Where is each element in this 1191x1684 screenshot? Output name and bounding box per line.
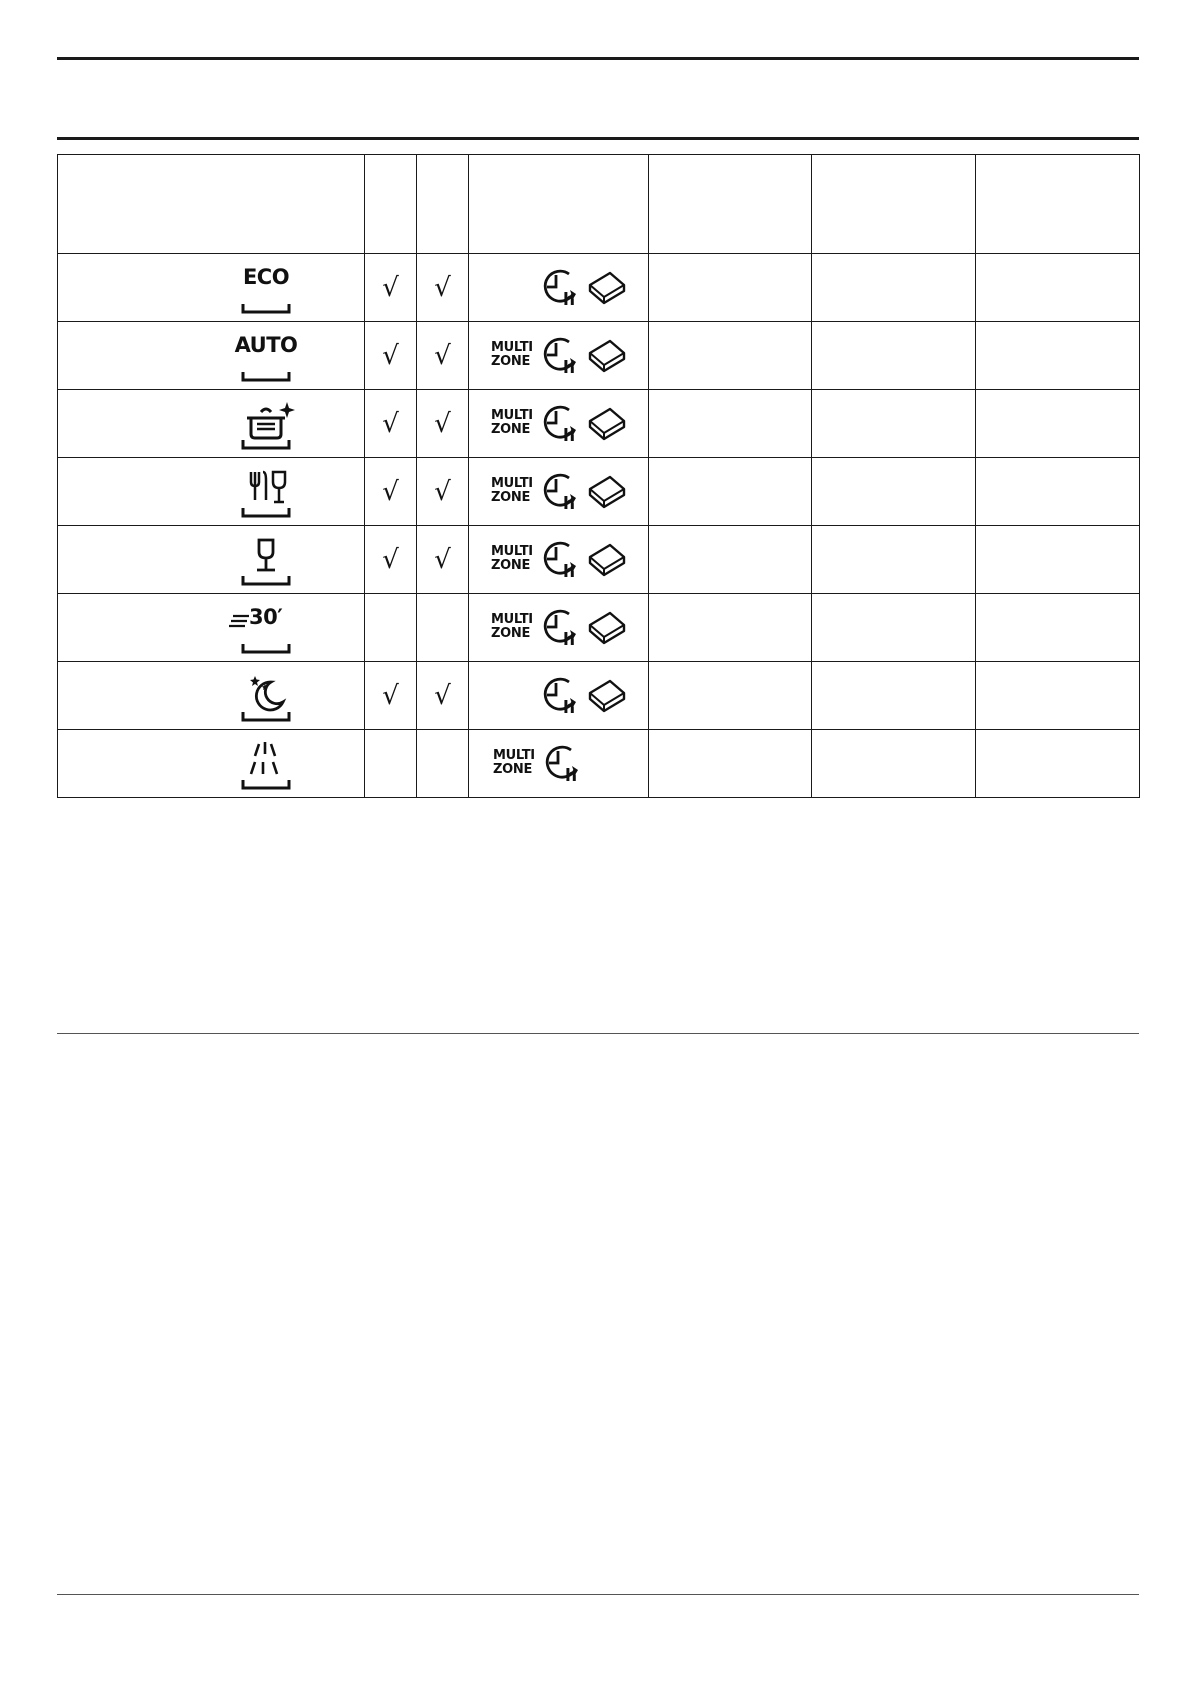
table-row bbox=[58, 458, 1140, 526]
multizone-label-multi: MULTI bbox=[493, 748, 535, 763]
check-cell bbox=[417, 254, 469, 322]
intensive-pot-program-icon bbox=[229, 398, 303, 450]
header-cell-col2 bbox=[365, 155, 417, 254]
check-mark: √ bbox=[434, 680, 451, 711]
multizone-label-zone: ZONE bbox=[491, 354, 531, 369]
check-cell bbox=[365, 594, 417, 662]
delay-timer-icon bbox=[539, 334, 583, 382]
empty-cell bbox=[976, 254, 1140, 322]
multizone-label bbox=[493, 749, 539, 777]
empty-cell bbox=[976, 662, 1140, 730]
empty-cell bbox=[812, 322, 976, 390]
empty-cell bbox=[649, 254, 812, 322]
options-cell bbox=[469, 458, 649, 526]
check-cell bbox=[417, 730, 469, 798]
empty-cell bbox=[649, 322, 812, 390]
empty-cell bbox=[976, 594, 1140, 662]
svg-text:h: h bbox=[563, 426, 576, 446]
check-cell bbox=[417, 458, 469, 526]
header-cell-col5 bbox=[649, 155, 812, 254]
program-icon-label: 30′ bbox=[249, 605, 283, 629]
multizone-label-zone: ZONE bbox=[493, 762, 533, 777]
multizone-label-multi: MULTI bbox=[491, 544, 533, 559]
program-icon-cell bbox=[58, 526, 365, 594]
multizone-label-zone: ZONE bbox=[491, 422, 531, 437]
detergent-tablet-icon bbox=[584, 677, 628, 721]
svg-text:h: h bbox=[563, 630, 576, 650]
footer-rule bbox=[57, 1594, 1139, 1595]
program-icon-label: AUTO bbox=[234, 333, 298, 357]
header-cell-options bbox=[469, 155, 649, 254]
check-mark: √ bbox=[434, 272, 451, 303]
program-icon-cell bbox=[58, 594, 365, 662]
table-row bbox=[58, 594, 1140, 662]
multizone-label-multi: MULTI bbox=[491, 340, 533, 355]
options-cell bbox=[469, 322, 649, 390]
header-cell-col6 bbox=[812, 155, 976, 254]
program-icon-cell bbox=[58, 322, 365, 390]
check-cell bbox=[365, 458, 417, 526]
options-cell bbox=[469, 390, 649, 458]
multizone-label bbox=[491, 409, 537, 437]
header-cell-col7 bbox=[976, 155, 1140, 254]
check-mark: √ bbox=[434, 544, 451, 575]
check-cell bbox=[417, 526, 469, 594]
multizone-label-multi: MULTI bbox=[491, 408, 533, 423]
check-mark: √ bbox=[434, 408, 451, 439]
options-cell bbox=[469, 662, 649, 730]
check-cell bbox=[417, 662, 469, 730]
detergent-tablet-icon bbox=[584, 473, 628, 517]
detergent-tablet-icon bbox=[584, 609, 628, 653]
delicate-glass-program-icon bbox=[229, 534, 303, 586]
check-cell bbox=[365, 730, 417, 798]
night-program-icon bbox=[229, 670, 303, 722]
check-mark: √ bbox=[382, 476, 399, 507]
multizone-label bbox=[491, 341, 537, 369]
program-table bbox=[57, 154, 1140, 798]
check-cell bbox=[365, 526, 417, 594]
delay-timer-icon bbox=[539, 470, 583, 518]
svg-text:h: h bbox=[563, 494, 576, 514]
multizone-label-zone: ZONE bbox=[491, 626, 531, 641]
program-icon-label: ECO bbox=[242, 265, 290, 289]
empty-cell bbox=[976, 458, 1140, 526]
program-icon-cell bbox=[58, 390, 365, 458]
empty-cell bbox=[649, 662, 812, 730]
table-row bbox=[58, 390, 1140, 458]
delay-timer-icon bbox=[539, 606, 583, 654]
check-cell bbox=[365, 390, 417, 458]
header-cell-program bbox=[58, 155, 365, 254]
delay-timer-icon bbox=[539, 674, 583, 722]
delay-timer-icon bbox=[539, 538, 583, 586]
empty-cell bbox=[812, 526, 976, 594]
empty-cell bbox=[976, 390, 1140, 458]
empty-cell bbox=[976, 730, 1140, 798]
check-cell bbox=[417, 322, 469, 390]
empty-cell bbox=[649, 526, 812, 594]
options-cell bbox=[469, 594, 649, 662]
check-mark: √ bbox=[382, 408, 399, 439]
table-row bbox=[58, 322, 1140, 390]
table-row bbox=[58, 662, 1140, 730]
multizone-label-multi: MULTI bbox=[491, 612, 533, 627]
empty-cell bbox=[812, 662, 976, 730]
empty-cell bbox=[812, 594, 976, 662]
program-icon-cell bbox=[58, 254, 365, 322]
multizone-label bbox=[491, 613, 537, 641]
check-cell bbox=[365, 322, 417, 390]
empty-cell bbox=[812, 458, 976, 526]
svg-text:h: h bbox=[563, 698, 576, 718]
multizone-label bbox=[491, 545, 537, 573]
svg-text:h: h bbox=[565, 766, 578, 786]
check-mark: √ bbox=[434, 340, 451, 371]
pre-wash-program-icon bbox=[229, 738, 303, 790]
table-row bbox=[58, 526, 1140, 594]
table-row bbox=[58, 254, 1140, 322]
svg-text:h: h bbox=[563, 358, 576, 378]
eco-program-icon bbox=[229, 262, 303, 314]
detergent-tablet-icon bbox=[584, 541, 628, 585]
multizone-label-zone: ZONE bbox=[491, 558, 531, 573]
empty-cell bbox=[812, 390, 976, 458]
program-icon-cell bbox=[58, 730, 365, 798]
check-mark: √ bbox=[434, 476, 451, 507]
table-row bbox=[58, 730, 1140, 798]
check-mark: √ bbox=[382, 544, 399, 575]
detergent-tablet-icon bbox=[584, 337, 628, 381]
multizone-label-zone: ZONE bbox=[491, 490, 531, 505]
detergent-tablet-icon bbox=[584, 269, 628, 313]
empty-cell bbox=[649, 390, 812, 458]
empty-cell bbox=[976, 526, 1140, 594]
check-cell bbox=[417, 594, 469, 662]
check-mark: √ bbox=[382, 680, 399, 711]
header-rule bbox=[57, 137, 1139, 140]
empty-cell bbox=[812, 730, 976, 798]
check-cell bbox=[365, 254, 417, 322]
options-cell bbox=[469, 730, 649, 798]
rapid-30-program-icon bbox=[229, 602, 303, 654]
multizone-label-multi: MULTI bbox=[491, 476, 533, 491]
program-icon-cell bbox=[58, 458, 365, 526]
empty-cell bbox=[976, 322, 1140, 390]
empty-cell bbox=[649, 458, 812, 526]
svg-text:h: h bbox=[563, 290, 576, 310]
delay-timer-icon bbox=[539, 402, 583, 450]
svg-text:h: h bbox=[563, 562, 576, 582]
check-mark: √ bbox=[382, 272, 399, 303]
options-cell bbox=[469, 526, 649, 594]
check-cell bbox=[365, 662, 417, 730]
section-rule bbox=[57, 1033, 1139, 1034]
empty-cell bbox=[812, 254, 976, 322]
empty-cell bbox=[649, 730, 812, 798]
top-rule bbox=[57, 57, 1139, 60]
program-icon-cell bbox=[58, 662, 365, 730]
multizone-label bbox=[491, 477, 537, 505]
table-header-row bbox=[58, 155, 1140, 254]
mixed-cutlery-glass-program-icon bbox=[229, 466, 303, 518]
delay-timer-icon bbox=[541, 742, 585, 790]
delay-timer-icon bbox=[539, 266, 583, 314]
auto-program-icon bbox=[229, 330, 303, 382]
empty-cell bbox=[649, 594, 812, 662]
options-cell bbox=[469, 254, 649, 322]
header-cell-col3 bbox=[417, 155, 469, 254]
check-mark: √ bbox=[382, 340, 399, 371]
detergent-tablet-icon bbox=[584, 405, 628, 449]
check-cell bbox=[417, 390, 469, 458]
